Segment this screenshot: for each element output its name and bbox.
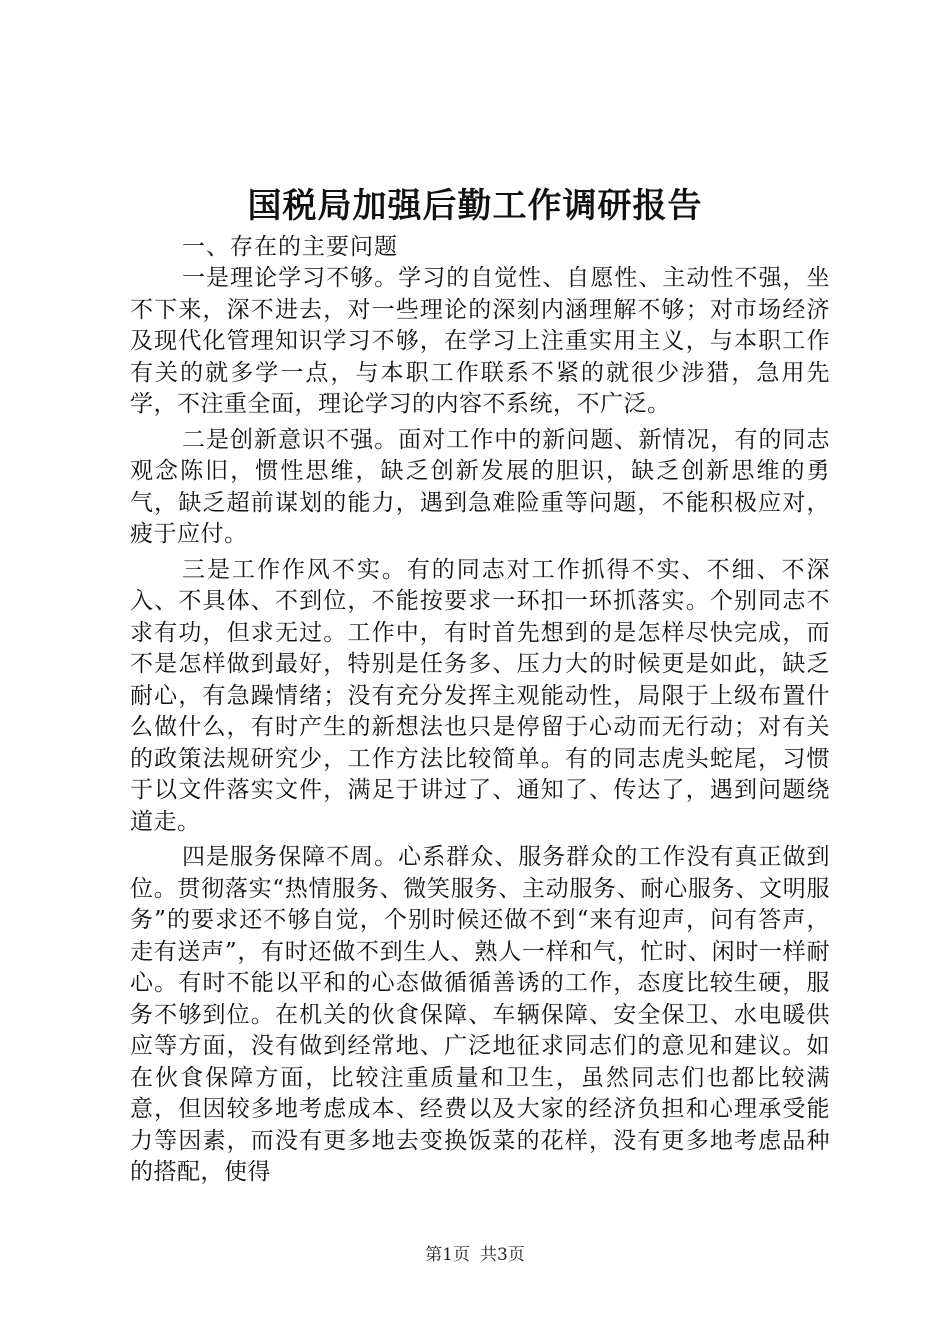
paragraph-service: 四是服务保障不周。心系群众、服务群众的工作没有真正做到位。贯彻落实“热情服务、微笑服务、主动服务、耐心服务、文明服务”的要求还不够自觉，个别时候还做不到“来有迎声，问有答声，走有送声”，有时还做不到生人、熟人一样和气，忙时、闲时一样耐心。有时不能以平和的心态做循循善诱的工作，态度比较生硬，服务不够到位。在机关的伙食保障、车辆保障、安全保卫、水电暖供应等方面，没有做到经常地、广泛地征求同志们的意见和建议。如在伙食保障方面，比较注重质量和卫生，虽然同志们也都比较满意，但因较多地考虑成本、经费以及大家的经济负担和心理承受能力等因素，而没有更多地去变换饭菜的花样，没有更多地考虑品种的搭配，使得 [130, 844, 830, 1185]
section-heading: 一、存在的主要问题 [182, 234, 398, 260]
paragraph-innovation: 二是创新意识不强。面对工作中的新问题、新情况，有的同志观念陈旧，惯性思维，缺乏创新发展的胆识，缺乏创新思维的勇气，缺乏超前谋划的能力，遇到急难险重等问题，不能积极应对，疲于应付。 [130, 426, 830, 547]
page-footer [0, 1244, 950, 1266]
paragraph-theory-study: 一是理论学习不够。学习的自觉性、自愿性、主动性不强，坐不下来，深不进去，对一些理论的深刻内涵理解不够；对市场经济及现代化管理知识学习不够，在学习上注重实用主义，与本职工作有关的就多学一点，与本职工作联系不紧的就很少涉猎，急用先学，不注重全面，理论学习的内容不系统，不广泛。 [130, 265, 830, 417]
paragraph-work-style: 三是工作作风不实。有的同志对工作抓得不实、不细、不深入、不具体、不到位，不能按要求一环扣一环抓落实。个别同志不求有功，但求无过。工作中，有时首先想到的是怎样尽快完成，而不是怎样做到最好，特别是任务多、压力大的时候更是如此，缺乏耐心，有急躁情绪；没有充分发挥主观能动性，局限于上级布置什么做什么，有时产生的新想法也只是停留于心动而无行动；对有关的政策法规研究少，工作方法比较简单。有的同志虎头蛇尾，习惯于以文件落实文件，满足于讲过了、通知了、传达了，遇到问题绕道走。 [130, 556, 830, 835]
page-number: 第1页 [425, 1245, 470, 1265]
page-total: 共3页 [480, 1245, 525, 1265]
document-title: 国税局加强后勤工作调研报告 [247, 186, 703, 226]
document-body [130, 232, 830, 1189]
